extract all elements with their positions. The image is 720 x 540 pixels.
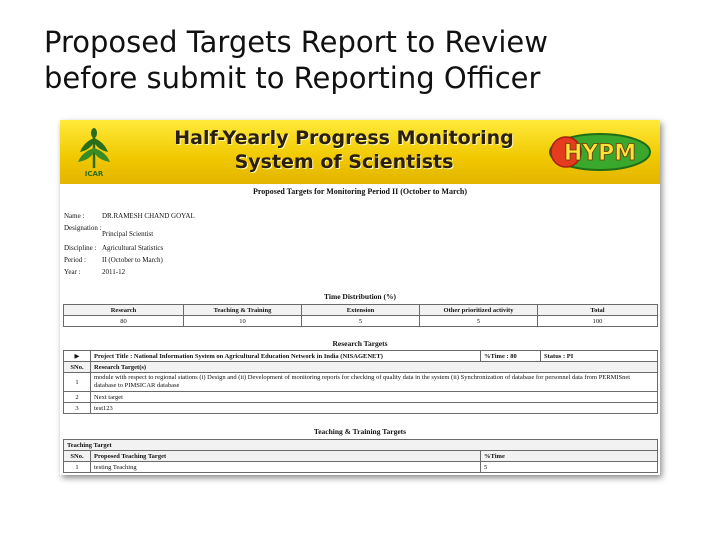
table-header: Teaching & Training — [184, 305, 302, 316]
research-target-header: Research Target(s) — [91, 362, 658, 373]
table-header-row — [64, 362, 658, 373]
table-row — [64, 462, 658, 473]
research-targets-table — [63, 350, 658, 414]
banner-title — [134, 126, 554, 174]
table-cell: 3 — [64, 403, 91, 414]
table-cell: 5 — [420, 316, 538, 327]
table-header: Research — [64, 305, 184, 316]
research-targets-title: Research Targets — [332, 339, 388, 348]
table-cell: 80 — [64, 316, 184, 327]
table-header-row — [64, 451, 658, 462]
table-row — [64, 403, 658, 414]
banner-title-line1: Half-Yearly Progress Monitoring — [174, 127, 514, 149]
banner-title-line2: System of Scientists — [234, 151, 454, 173]
sno-header: SNo. — [64, 451, 91, 462]
table-cell: 1 — [64, 373, 91, 392]
slide-title-line1: Proposed Targets Report to Review — [44, 25, 548, 59]
table-row — [64, 373, 658, 392]
table-row — [64, 316, 658, 327]
name-label: Name : — [64, 212, 85, 220]
table-header-row — [64, 305, 658, 316]
table-cell: Next target — [91, 392, 658, 403]
header-banner — [60, 120, 660, 184]
report-heading: Proposed Targets for Monitoring Period II (October to March) — [252, 187, 468, 196]
table-cell: 100 — [538, 316, 658, 327]
year-value: 2011-12 — [102, 268, 126, 276]
teaching-targets-title: Teaching & Training Targets — [313, 427, 407, 436]
table-header: Other prioritized activity — [420, 305, 538, 316]
slide-title-line2: before submit to Reporting Officer — [44, 61, 541, 95]
expand-row-button[interactable]: ▶ — [64, 351, 91, 362]
section-row — [64, 440, 658, 451]
time-distribution-title: Time Distribution (%) — [324, 292, 396, 301]
table-cell: 10 — [184, 316, 302, 327]
table-row — [64, 392, 658, 403]
year-label: Year : — [64, 268, 81, 276]
time-header: %Time — [481, 451, 658, 462]
hypm-badge-text: HYPM — [563, 141, 637, 166]
icar-logo-text: ICAR — [84, 170, 104, 178]
table-header: Extension — [302, 305, 420, 316]
table-cell: 1 — [64, 462, 91, 473]
period-value: II (October to March) — [102, 256, 163, 264]
table-cell: module with respect to regional stations (i) Design and (ii) Development of monitoring reports for checking of quality data in the system (ii) Synchronization of database for personnel data from PERMISnet database to PIMSICAR database — [91, 373, 658, 392]
table-cell: test123 — [91, 403, 658, 414]
discipline-label: Discipline : — [64, 244, 97, 252]
table-cell: testing Teaching — [91, 462, 481, 473]
designation-value: Principal Scientist — [102, 230, 154, 238]
hypm-badge-icon — [544, 130, 652, 174]
table-cell: 2 — [64, 392, 91, 403]
teaching-targets-table — [63, 439, 658, 473]
discipline-value: Agricultural Statistics — [102, 244, 164, 252]
teaching-target-header: Proposed Teaching Target — [91, 451, 481, 462]
scientist-info — [64, 212, 364, 282]
table-cell: 5 — [302, 316, 420, 327]
sno-header: SNo. — [64, 362, 91, 373]
slide-title — [44, 24, 684, 96]
name-value: DR.RAMESH CHAND GOYAL — [102, 212, 195, 220]
designation-label: Designation : — [64, 224, 102, 232]
table-cell: 5 — [481, 462, 658, 473]
project-row — [64, 351, 658, 362]
table-header: Total — [538, 305, 658, 316]
project-time: %Time : 80 — [481, 351, 541, 362]
period-label: Period : — [64, 256, 86, 264]
time-distribution-table — [63, 304, 658, 327]
project-status: Status : PI — [541, 351, 658, 362]
project-title: Project Title : National Information System on Agricultural Education Network in India (NISAGENET) — [91, 351, 481, 362]
report-screenshot — [60, 120, 660, 475]
teaching-section-label: Teaching Target — [64, 440, 658, 451]
